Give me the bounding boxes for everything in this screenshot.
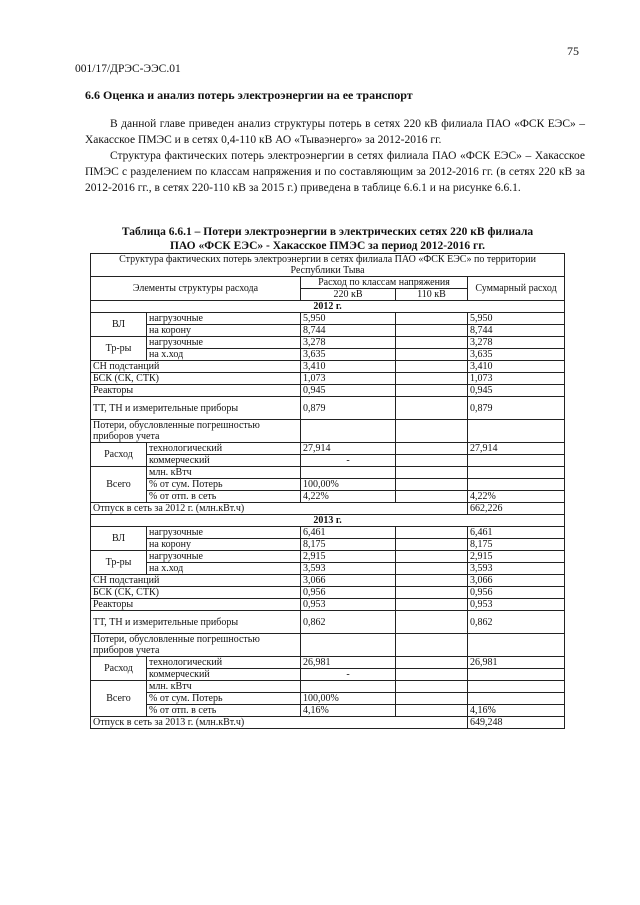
- row-label: ТТ, ТН и измерительные приборы: [91, 611, 301, 634]
- value-total: 0,945: [468, 385, 565, 397]
- row-label: СН подстанций: [91, 575, 301, 587]
- value-total: [468, 634, 565, 657]
- value-110: [396, 599, 468, 611]
- value-220: 4,22%: [301, 491, 396, 503]
- value-total: 8,744: [468, 325, 565, 337]
- value-total: 2,915: [468, 551, 565, 563]
- value-total: 3,278: [468, 337, 565, 349]
- row-label: коммерческий: [147, 669, 301, 681]
- table-row: [91, 563, 565, 575]
- value-total: [468, 669, 565, 681]
- table-row: [91, 443, 565, 455]
- table-row: [91, 527, 565, 539]
- value-total: 26,981: [468, 657, 565, 669]
- table-row: [91, 455, 565, 467]
- value-110: [396, 551, 468, 563]
- value-110: [396, 373, 468, 385]
- row-label: нагрузочные: [147, 337, 301, 349]
- document-code: 001/17/ДРЭС-ЭЭС.01: [75, 63, 181, 75]
- year-row: [91, 301, 565, 313]
- year-heading: 2013 г.: [91, 515, 565, 527]
- value-total: 4,16%: [468, 705, 565, 717]
- value-110: [396, 420, 468, 443]
- value-110: [396, 443, 468, 455]
- row-label: БСК (СК, СТК): [91, 587, 301, 599]
- value-220: 100,00%: [301, 479, 396, 491]
- table-row: [91, 349, 565, 361]
- row-label: нагрузочные: [147, 313, 301, 325]
- group-label-consumption: Расход: [91, 657, 147, 681]
- value-220: 0,945: [301, 385, 396, 397]
- table-row: [91, 479, 565, 491]
- value-220: 27,914: [301, 443, 396, 455]
- table-row: [91, 551, 565, 563]
- value-220: 0,953: [301, 599, 396, 611]
- row-label: % от сум. Потерь: [147, 693, 301, 705]
- row-label: нагрузочные: [147, 527, 301, 539]
- row-label: Потери, обусловленные погрешностью приборов учета: [91, 634, 301, 657]
- value-220: 3,066: [301, 575, 396, 587]
- value-total: 8,175: [468, 539, 565, 551]
- value-total: 0,956: [468, 587, 565, 599]
- table-row: [91, 587, 565, 599]
- row-label: БСК (СК, СТК): [91, 373, 301, 385]
- value-110: [396, 467, 468, 479]
- value-220: 0,956: [301, 587, 396, 599]
- value-total: 0,862: [468, 611, 565, 634]
- row-label: Реакторы: [91, 599, 301, 611]
- group-label-consumption: Расход: [91, 443, 147, 467]
- table-row: [91, 467, 565, 479]
- col-header-220kv: 220 кВ: [301, 289, 396, 301]
- value-110: [396, 705, 468, 717]
- table-caption-line-2: ПАО «ФСК ЕЭС» - Хакасское ПМЭС за период 2012-2016 гг.: [169, 240, 486, 252]
- value-110: [396, 587, 468, 599]
- table-row: [91, 491, 565, 503]
- value-110: [396, 681, 468, 693]
- row-label: ТТ, ТН и измерительные приборы: [91, 397, 301, 420]
- value-110: [396, 669, 468, 681]
- table-row: [91, 693, 565, 705]
- value-total: 1,073: [468, 373, 565, 385]
- value-220: [301, 420, 396, 443]
- value-110: [396, 455, 468, 467]
- row-label: СН подстанций: [91, 361, 301, 373]
- value-220: 5,950: [301, 313, 396, 325]
- structure-paragraph: Структура фактических потерь электроэнергии в сетях филиала ПАО «ФСК ЕЭС» – Хакасское ПМЭС с разделением по классам напряжения и по составляющим за 2012-2016 гг. (в сетях 220 кВ за 2012-2016 гг., в сетях 220-110 кВ за 2015 г.) приведена в таблице 6.6.1 и на рисунке 6.6.1.: [85, 150, 585, 194]
- table-row: [91, 669, 565, 681]
- row-label: % от отп. в сеть: [147, 491, 301, 503]
- row-label: на х.ход: [147, 563, 301, 575]
- table-row: [91, 611, 565, 634]
- table-row: [91, 599, 565, 611]
- table-caption-line-1: Таблица 6.6.1 – Потери электроэнергии в электрических сетях 220 кВ филиала: [121, 226, 534, 238]
- supply-label: Отпуск в сеть за 2012 г. (млн.кВт.ч): [91, 503, 468, 515]
- table-caption: [75, 225, 580, 253]
- group-label-tr: Тр-ры: [91, 551, 147, 575]
- value-220: -: [301, 669, 396, 681]
- page-number: 75: [567, 44, 579, 58]
- table-row: [91, 313, 565, 325]
- supply-value: 649,248: [468, 717, 565, 729]
- group-label-vl: ВЛ: [91, 527, 147, 551]
- table-row: [91, 397, 565, 420]
- supply-value: 662,226: [468, 503, 565, 515]
- value-110: [396, 313, 468, 325]
- value-110: [396, 479, 468, 491]
- value-220: 100,00%: [301, 693, 396, 705]
- group-label-tr: Тр-ры: [91, 337, 147, 361]
- table-row: [91, 539, 565, 551]
- value-220: 4,16%: [301, 705, 396, 717]
- value-total: 0,953: [468, 599, 565, 611]
- table-header-row: [91, 277, 565, 289]
- losses-table: [90, 253, 565, 729]
- value-220: 2,915: [301, 551, 396, 563]
- value-total: 3,066: [468, 575, 565, 587]
- value-110: [396, 527, 468, 539]
- value-110: [396, 693, 468, 705]
- row-label: технологический: [147, 657, 301, 669]
- value-total: [468, 455, 565, 467]
- table-header-title: Структура фактических потерь электроэнергии в сетях филиала ПАО «ФСК ЕЭС» по территории Республики Тыва: [91, 254, 565, 277]
- value-total: 3,593: [468, 563, 565, 575]
- value-110: [396, 397, 468, 420]
- col-header-elements: Элементы структуры расхода: [91, 277, 301, 301]
- value-220: -: [301, 455, 396, 467]
- col-header-total: Суммарный расход: [468, 277, 565, 301]
- value-220: 3,278: [301, 337, 396, 349]
- value-total: [468, 681, 565, 693]
- table-row: [91, 337, 565, 349]
- row-label: % от отп. в сеть: [147, 705, 301, 717]
- year-row: [91, 515, 565, 527]
- value-220: 0,862: [301, 611, 396, 634]
- value-110: [396, 539, 468, 551]
- value-total: 0,879: [468, 397, 565, 420]
- table-row: [91, 657, 565, 669]
- value-220: 1,073: [301, 373, 396, 385]
- value-220: 3,593: [301, 563, 396, 575]
- row-label: на корону: [147, 539, 301, 551]
- year-heading: 2012 г.: [91, 301, 565, 313]
- table-header-row: [91, 254, 565, 277]
- value-220: 0,879: [301, 397, 396, 420]
- table-row: [91, 373, 565, 385]
- col-header-voltage-group: Расход по классам напряжения: [301, 277, 468, 289]
- value-110: [396, 337, 468, 349]
- value-110: [396, 349, 468, 361]
- row-label: Реакторы: [91, 385, 301, 397]
- value-220: 26,981: [301, 657, 396, 669]
- value-110: [396, 385, 468, 397]
- table-row: [91, 361, 565, 373]
- row-label: технологический: [147, 443, 301, 455]
- value-110: [396, 575, 468, 587]
- value-110: [396, 657, 468, 669]
- value-220: 8,175: [301, 539, 396, 551]
- supply-row: [91, 717, 565, 729]
- row-label: % от сум. Потерь: [147, 479, 301, 491]
- group-label-vl: ВЛ: [91, 313, 147, 337]
- value-total: 3,410: [468, 361, 565, 373]
- value-total: 6,461: [468, 527, 565, 539]
- value-220: [301, 681, 396, 693]
- value-220: 3,635: [301, 349, 396, 361]
- row-label: Потери, обусловленные погрешностью приборов учета: [91, 420, 301, 443]
- section-heading: 6.6 Оценка и анализ потерь электроэнергии на ее транспорт: [85, 88, 413, 102]
- table-row: [91, 681, 565, 693]
- intro-paragraph: В данной главе приведен анализ структуры потерь в сетях 220 кВ филиала ПАО «ФСК ЕЭС» – Хакасское ПМЭС и в сетях 0,4-110 кВ АО «Тываэнерго» за 2012-2016 гг.: [85, 118, 585, 146]
- col-header-110kv: 110 кВ: [396, 289, 468, 301]
- row-label: млн. кВтч: [147, 467, 301, 479]
- table-row: [91, 420, 565, 443]
- value-total: [468, 693, 565, 705]
- table-row: [91, 575, 565, 587]
- table-row: [91, 385, 565, 397]
- value-total: [468, 420, 565, 443]
- supply-row: [91, 503, 565, 515]
- supply-label: Отпуск в сеть за 2013 г. (млн.кВт.ч): [91, 717, 468, 729]
- value-total: 3,635: [468, 349, 565, 361]
- value-220: 3,410: [301, 361, 396, 373]
- table-row: [91, 634, 565, 657]
- value-110: [396, 634, 468, 657]
- value-220: [301, 467, 396, 479]
- row-label: нагрузочные: [147, 551, 301, 563]
- value-total: [468, 479, 565, 491]
- table-row: [91, 325, 565, 337]
- value-110: [396, 491, 468, 503]
- value-110: [396, 361, 468, 373]
- group-label-total: Всего: [91, 681, 147, 717]
- value-110: [396, 563, 468, 575]
- row-label: на корону: [147, 325, 301, 337]
- value-220: 8,744: [301, 325, 396, 337]
- group-label-total: Всего: [91, 467, 147, 503]
- value-110: [396, 325, 468, 337]
- value-220: 6,461: [301, 527, 396, 539]
- value-total: 27,914: [468, 443, 565, 455]
- value-110: [396, 611, 468, 634]
- row-label: млн. кВтч: [147, 681, 301, 693]
- value-total: 5,950: [468, 313, 565, 325]
- value-total: [468, 467, 565, 479]
- row-label: коммерческий: [147, 455, 301, 467]
- table-row: [91, 705, 565, 717]
- value-total: 4,22%: [468, 491, 565, 503]
- value-220: [301, 634, 396, 657]
- row-label: на х.ход: [147, 349, 301, 361]
